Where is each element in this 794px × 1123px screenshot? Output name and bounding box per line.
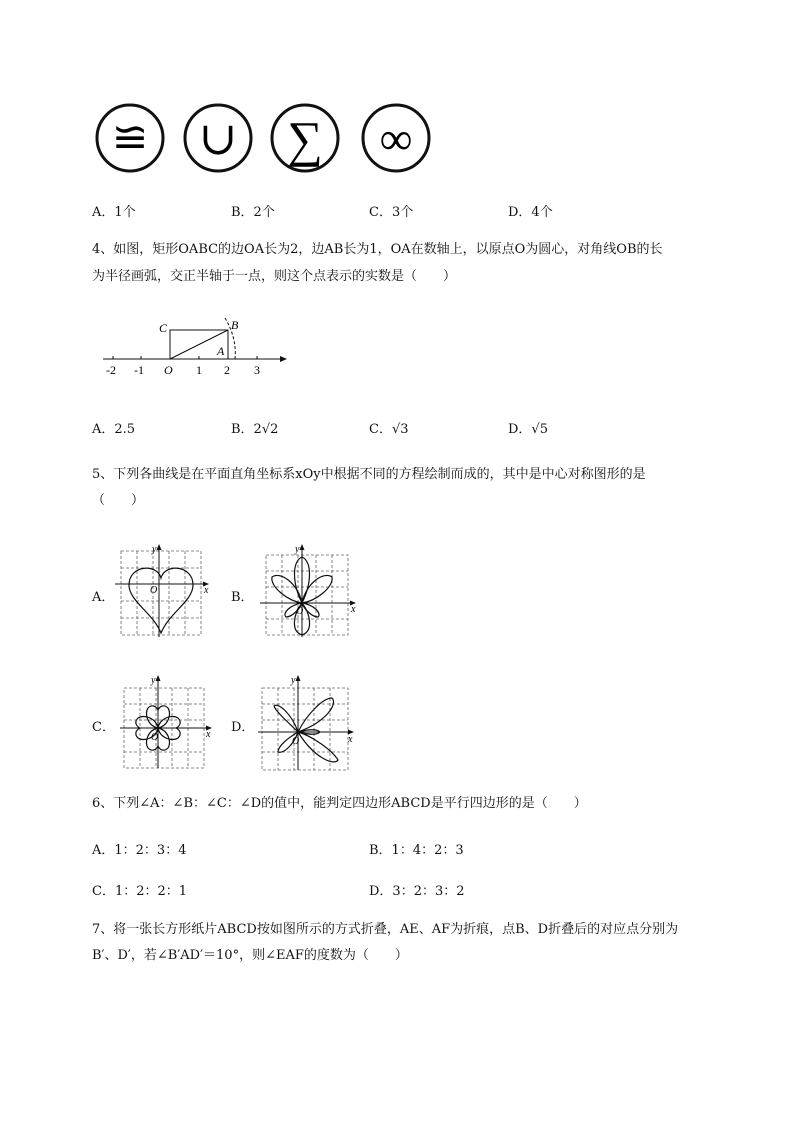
- q5-b-origin-label: O: [296, 606, 304, 617]
- q5-label-b: B．: [231, 590, 254, 605]
- symbol-congruent: [97, 105, 163, 171]
- q3-option-c: C．3个: [369, 205, 414, 220]
- q5-label-d: D．: [231, 720, 255, 735]
- q5-a-origin-label: O: [150, 585, 158, 596]
- q5-text-line1: 5、下列各曲线是在平面直角坐标系xOy中根据不同的方程绘制而成的，其中是中心对称图形的是: [92, 467, 646, 482]
- q6-option-c: C．1：2：2：1: [92, 884, 188, 899]
- q4-number-line-figure: [98, 312, 293, 380]
- symbol-congruent-glyph: ≌: [111, 113, 149, 162]
- q4-tick-3: 3: [254, 363, 260, 377]
- q5-graph-a-heart: [113, 543, 213, 638]
- q4-option-d: D．√5: [508, 422, 548, 437]
- q5-a-x-label: x: [204, 585, 209, 596]
- q5-text-line2: （ ）: [92, 493, 145, 508]
- q5-c-x-label: x: [206, 729, 211, 740]
- q4-label-o: O: [164, 363, 173, 377]
- q5-graph-b-petals: [258, 543, 363, 638]
- q4-label-b: B: [231, 318, 239, 332]
- q5-d-origin-label: O: [292, 736, 300, 747]
- q4-tick-1: 1: [196, 363, 202, 377]
- q5-b-x-label: x: [351, 604, 356, 615]
- q5-d-x-label: x: [348, 734, 353, 745]
- q7-text-line1: 7、将一张长方形纸片ABCD按如图所示的方式折叠，AE、AF为折痕，点B、D折叠后的对应点分别为: [92, 922, 679, 937]
- q3-option-d: D．4个: [508, 205, 553, 220]
- q6-option-a: A．1：2：3：4: [92, 843, 187, 858]
- q5-c-y-label: y: [151, 675, 156, 686]
- q4-label-a: A: [217, 344, 225, 358]
- q4-option-c: C．√3: [369, 422, 409, 437]
- q6-option-d: D．3：2：3：2: [369, 884, 465, 899]
- q4-tick-minus2: -2: [106, 363, 116, 377]
- q4-option-a: A．2.5: [92, 422, 136, 437]
- symbol-infinity-glyph: ∞: [379, 113, 413, 164]
- symbol-union-glyph: ∪: [198, 113, 238, 164]
- q5-b-y-label: y: [295, 544, 300, 555]
- q5-graph-c-four-hearts: [118, 674, 218, 769]
- q6-text-line1: 6、下列∠A：∠B：∠C：∠D的值中，能判定四边形ABCD是平行四边形的是（ ）: [92, 796, 587, 811]
- q4-label-c: C: [159, 321, 168, 335]
- symbol-infinity: [363, 105, 429, 171]
- symbol-union: [185, 105, 251, 171]
- q3-option-b: B．2个: [231, 205, 275, 220]
- symbol-sum: [272, 105, 338, 171]
- q6-option-b: B．1：4：2：3: [369, 843, 464, 858]
- q4-text-line2: 为半径画弧，交正半轴于一点，则这个点表示的实数是（ ）: [92, 269, 457, 284]
- q4-tick-minus1: -1: [134, 363, 144, 377]
- q4-option-b: B．2√2: [231, 422, 279, 437]
- q5-label-a: A．: [92, 590, 115, 605]
- q4-text-line1: 4、如图，矩形OABC的边OA长为2，边AB长为1，OA在数轴上，以原点O为圆心，对角线OB的长: [92, 242, 663, 257]
- q5-a-y-label: y: [152, 544, 157, 555]
- q7-text-line2: B′、D′，若∠B′AD′＝10°，则∠EAF的度数为（ ）: [92, 948, 408, 963]
- q5-label-c: C．: [92, 720, 115, 735]
- q3-option-a: A．1个: [92, 205, 136, 220]
- symbol-figures: [90, 100, 440, 180]
- q4-tick-2: 2: [224, 363, 230, 377]
- q5-c-origin-label: O: [151, 732, 159, 743]
- q5-d-y-label: y: [291, 675, 296, 686]
- symbol-sum-glyph: ∑: [287, 111, 323, 167]
- q5-graph-d-diagonal-petals: [256, 674, 361, 772]
